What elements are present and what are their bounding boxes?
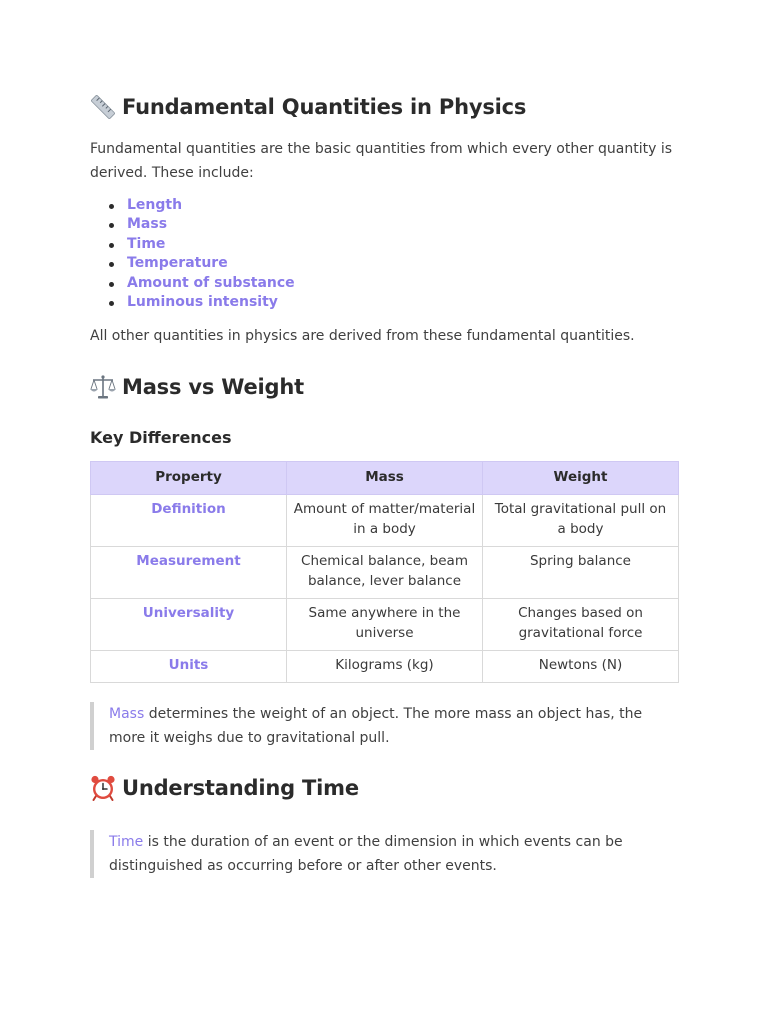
ruler-icon: [88, 92, 118, 122]
table-cell-property: Measurement: [91, 547, 287, 599]
table-cell-property: Units: [91, 651, 287, 683]
table-cell-property: Universality: [91, 599, 287, 651]
table-cell: Newtons (N): [483, 651, 679, 683]
subheading-key-differences: Key Differences: [90, 428, 232, 447]
table-cell: Same anywhere in the universe: [287, 599, 483, 651]
table-cell: Changes based on gravitational force: [483, 599, 679, 651]
callout-time: [90, 830, 680, 878]
alarm-clock-icon: [88, 773, 118, 803]
callout-text: is the duration of an event or the dimension in which events can be distinguished as occurring before or after other events.: [109, 834, 623, 874]
intro-paragraph: Fundamental quantities are the basic quantities from which every other quantity is derived. These include:: [90, 141, 673, 181]
table-header-row: [91, 462, 679, 495]
callout-keyword: Mass: [109, 706, 145, 722]
table-cell: Spring balance: [483, 547, 679, 599]
list-item: Amount of substance: [106, 274, 295, 293]
section-title: Mass vs Weight: [122, 375, 304, 399]
section-heading-fundamental: [88, 92, 526, 122]
table-cell: Amount of matter/material in a body: [287, 495, 483, 547]
table-row: [91, 547, 679, 599]
closing-paragraph: All other quantities in physics are derived from these fundamental quantities.: [90, 328, 635, 344]
comparison-table: [90, 461, 679, 683]
callout-keyword: Time: [109, 834, 144, 850]
balance-scale-icon: [88, 372, 118, 402]
list-item: Luminous intensity: [106, 293, 295, 312]
section-title: Fundamental Quantities in Physics: [122, 95, 527, 119]
list-item: Length: [106, 196, 295, 215]
list-item: Temperature: [106, 254, 295, 273]
table-cell: Total gravitational pull on a body: [483, 495, 679, 547]
table-row: [91, 651, 679, 683]
callout-mass: [90, 702, 680, 750]
table-header-cell: Property: [91, 462, 287, 495]
table-row: [91, 495, 679, 547]
section-heading-mass-vs-weight: [88, 372, 304, 402]
table-row: [91, 599, 679, 651]
table-cell-property: Definition: [91, 495, 287, 547]
table-header-cell: Weight: [483, 462, 679, 495]
list-item: Time: [106, 235, 295, 254]
section-heading-time: [88, 773, 359, 803]
callout-text: determines the weight of an object. The more mass an object has, the more it weighs due to gravitational pull.: [109, 706, 643, 746]
table-cell: Kilograms (kg): [287, 651, 483, 683]
list-item: Mass: [106, 215, 295, 234]
table-header-cell: Mass: [287, 462, 483, 495]
table-cell: Chemical balance, beam balance, lever balance: [287, 547, 483, 599]
section-title: Understanding Time: [122, 776, 359, 800]
fundamental-quantities-list: [106, 196, 295, 312]
